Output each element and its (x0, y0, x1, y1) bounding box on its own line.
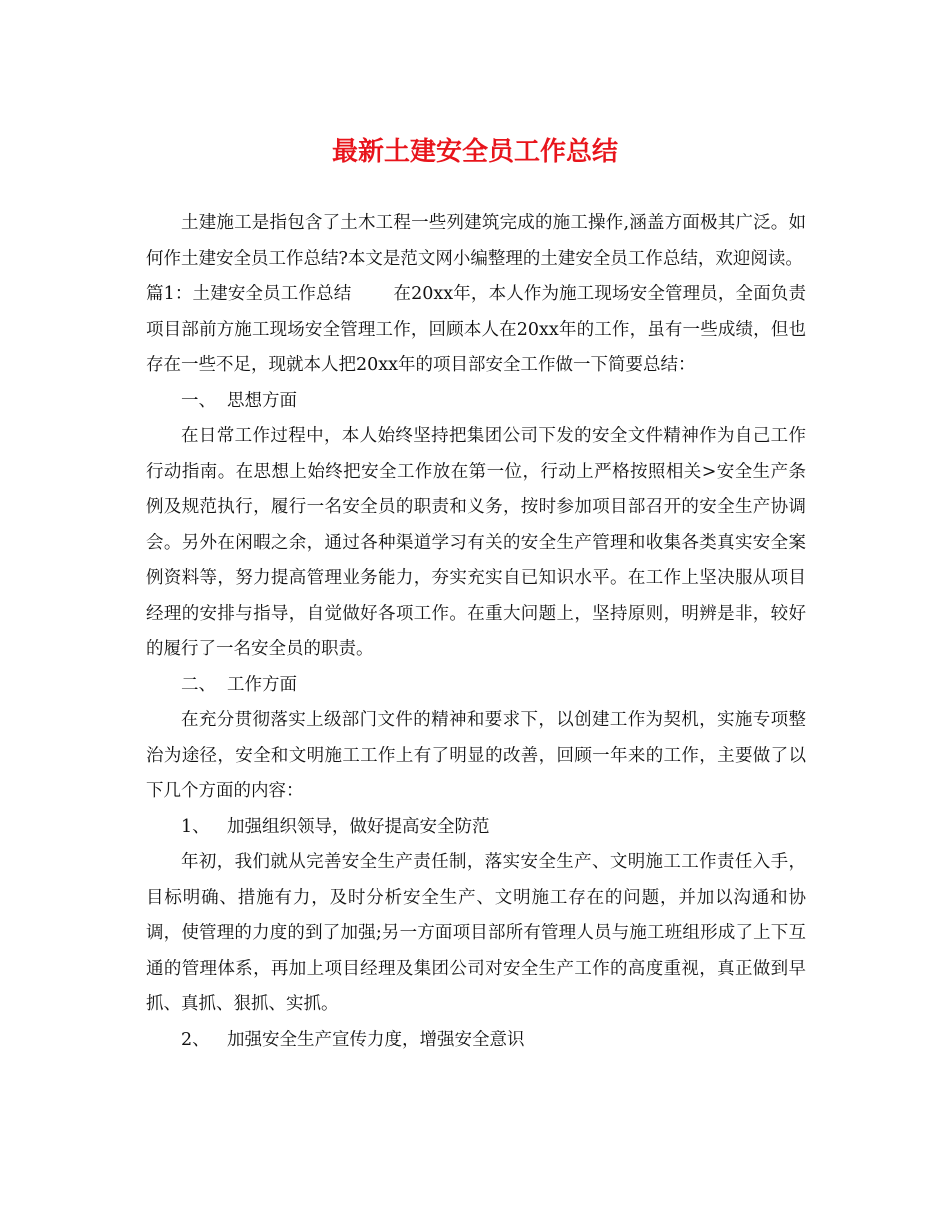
intro-paragraph: 土建施工是指包含了土木工程一些列建筑完成的施工操作,涵盖方面极其广泛。如何作土建安全员工作总结?本文是范文网小编整理的土建安全员工作总结，欢迎阅读。 (146, 213, 806, 269)
item-title: 加强组织领导，做好提高安全防范 (227, 816, 490, 837)
section-title: 思想方面 (227, 390, 297, 411)
item-number: 2、 (181, 1029, 210, 1050)
article-label: 篇1：土建安全员工作总结 (146, 284, 352, 304)
item-heading-1 (146, 810, 806, 846)
section-body-work: 在充分贯彻落实上级部门文件的精神和要求下，以创建工作为契机，实施专项整治为途径，安全和文明施工工作上有了明显的改善，回顾一年来的工作，主要做了以下几个方面的内容： (146, 710, 806, 801)
item-heading-2 (146, 1023, 806, 1059)
section-number: 二、 (181, 674, 216, 695)
document-title: 最新土建安全员工作总结 (331, 137, 618, 167)
item-number: 1、 (181, 816, 210, 837)
item-body-1: 年初，我们就从完善安全生产责任制，落实安全生产、文明施工工作责任入手，目标明确、措施有力，及时分析安全生产、文明施工存在的问题，并加以沟通和协调，使管理的力度的到了加强;另一方面项目部所有管理人员与施工班组形成了上下互通的管理体系，再加上项目经理及集团公司对安全生产工作的高度重视，真正做到早抓、真抓、狠抓、实抓。 (146, 852, 806, 1014)
section-title: 工作方面 (227, 674, 297, 695)
item-title: 加强安全生产宣传力度，增强安全意识 (227, 1029, 525, 1050)
article-opening-paragraph (146, 277, 806, 384)
section-heading-thought (146, 384, 806, 420)
section-number: 一、 (181, 390, 216, 411)
article-opening-text: 在20xx年，本人作为施工现场安全管理员，全面负责项目部前方施工现场安全管理工作，回顾本人在20xx年的工作，虽有一些成绩，但也存在一些不足，现就本人把20xx年的项目部安全工作做一下简要总结： (146, 284, 806, 375)
document-body (146, 206, 806, 1058)
section-body-thought: 在日常工作过程中，本人始终坚持把集团公司下发的安全文件精神作为自己工作行动指南。在思想上始终把安全工作放在第一位，行动上严格按照相关>安全生产条例及规范执行，履行一名安全员的职责和义务，按时参加项目部召开的安全生产协调会。另外在闲暇之余，通过各种渠道学习有关的安全生产管理和收集各类真实安全案例资料等，努力提高管理业务能力，夯实充实自已知识水平。在工作上坚决服从项目经理的安排与指导，自觉做好各项工作。在重大问题上，坚持原则，明辨是非，较好的履行了一名安全员的职责。 (146, 426, 806, 659)
section-heading-work (146, 668, 806, 704)
